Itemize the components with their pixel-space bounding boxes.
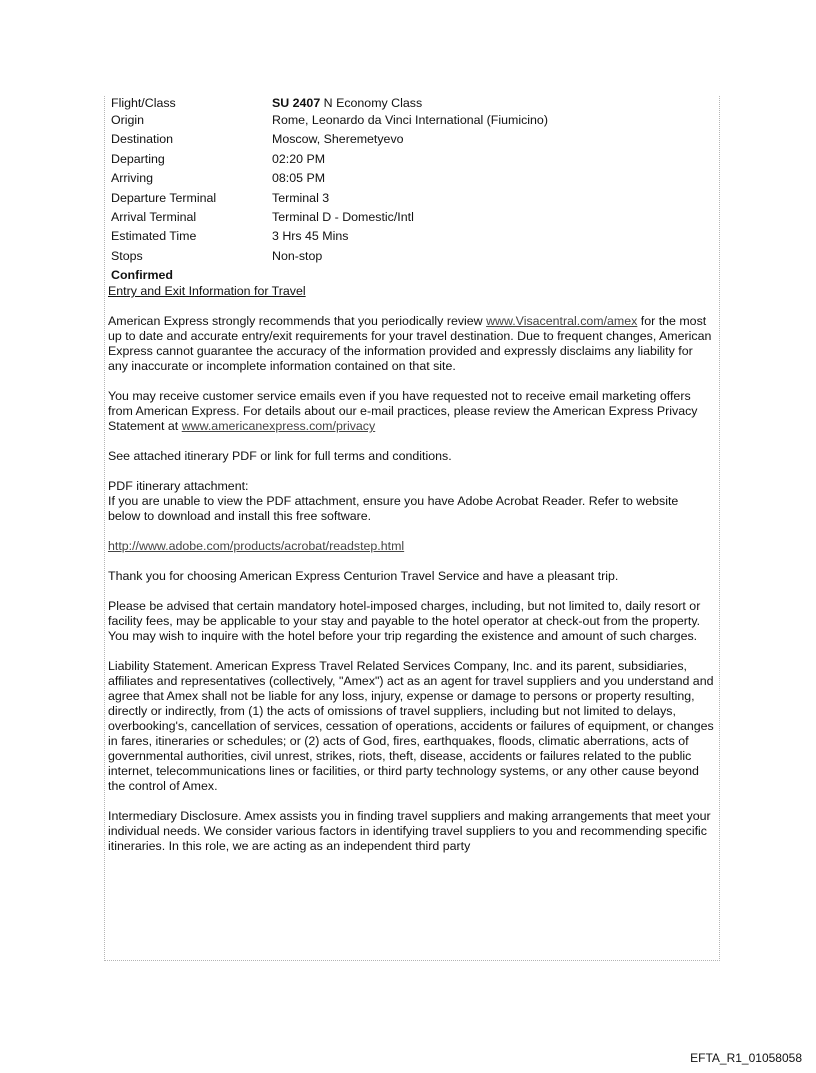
flight-row xyxy=(108,229,548,248)
flight-label: Arrival Terminal xyxy=(111,209,197,224)
flight-row xyxy=(108,191,548,210)
email-text: You may receive customer service emails even if you have requested not to receive email marketing offers from American Express. For details about our e-mail practices, please review the American Express Privacy Statement at xyxy=(108,389,698,434)
flight-value: Moscow, Sheremetyevo xyxy=(272,132,404,147)
flight-value: Terminal D - Domestic/Intl xyxy=(272,209,414,224)
privacy-link[interactable]: www.americanexpress.com/privacy xyxy=(181,419,376,434)
flight-class: N Economy Class xyxy=(320,96,423,110)
flight-value: Rome, Leonardo da Vinci International (Fiumicino) xyxy=(272,113,548,127)
entry-exit-heading[interactable]: Entry and Exit Information for Travel xyxy=(108,284,306,299)
document-id: EFTA_R1_01058058 xyxy=(690,1051,802,1065)
flight-value xyxy=(272,96,548,113)
flight-row xyxy=(108,96,548,113)
liability-paragraph: Liability Statement. American Express Travel Related Services Company, Inc. and its parent, subsidiaries, affiliates and representatives (collectively, "Amex") act as an agent for travel suppliers and you understand and agree that Amex shall not be liable for any loss, injury, expense or damage to persons or property resulting, directly or indirectly, from (1) the acts of omissions of travel suppliers, including but not limited to delays, overbooking's, cancellation of services, cessation of operations, accidents or failures of equipment, or changes in fares, itineraries or schedules; or (2) acts of God, fires, earthquakes, floods, climatic aberrations, acts of governmental authorities, civil unrest, strikes, riots, theft, disease, accidents or failures related to the public internet, telecommunications lines or facilities, or third party technology systems, or any other cause beyond the control of Amex. xyxy=(108,659,714,794)
flight-row xyxy=(108,132,548,151)
visacentral-link[interactable]: www.Visacentral.com/amex xyxy=(486,314,638,329)
flight-row xyxy=(108,113,548,132)
flight-label: Estimated Time xyxy=(111,229,197,244)
itinerary-content xyxy=(108,96,714,869)
adobe-link-paragraph xyxy=(108,539,714,554)
flight-row xyxy=(108,249,548,268)
pdf-paragraph: If you are unable to view the PDF attachment, ensure you have Adobe Acrobat Reader. Refer to website below to download and install this free software. xyxy=(108,494,679,524)
flight-value: 02:20 PM xyxy=(272,151,326,166)
thanks-paragraph: Thank you for choosing American Express Centurion Travel Service and have a pleasant trip. xyxy=(108,569,619,584)
flight-label: Stops xyxy=(111,248,143,263)
flight-details-table xyxy=(108,96,548,268)
flight-label: Flight/Class xyxy=(111,96,176,110)
flight-row xyxy=(108,171,548,190)
flight-label: Arriving xyxy=(111,171,153,186)
flight-value: Terminal 3 xyxy=(272,190,330,205)
attached-paragraph: See attached itinerary PDF or link for full terms and conditions. xyxy=(108,449,452,464)
intermediary-paragraph: Intermediary Disclosure. Amex assists you in finding travel suppliers and making arrangements that meet your individual needs. We consider various factors in identifying travel suppliers to you and recommending specific itineraries. In this role, we are acting as an independent third party xyxy=(108,809,711,854)
entry-exit-paragraph xyxy=(108,314,714,374)
hotel-paragraph: Please be advised that certain mandatory hotel-imposed charges, including, but not limited to, daily resort or facility fees, may be applicable to your stay and payable to the hotel operator at check-out from the property. You may wish to inquire with the hotel before your trip regarding the existence and amount of such charges. xyxy=(108,599,701,644)
flight-label: Departing xyxy=(111,151,165,166)
flight-value: 08:05 PM xyxy=(272,171,326,186)
flight-number: SU 2407 xyxy=(272,96,321,110)
flight-row xyxy=(108,210,548,229)
flight-value: Non-stop xyxy=(272,248,323,263)
entry-exit-text: American Express strongly recommends that you periodically review xyxy=(108,314,487,329)
booking-status: Confirmed xyxy=(111,268,173,283)
flight-label: Departure Terminal xyxy=(111,190,217,205)
pdf-heading: PDF itinerary attachment: xyxy=(108,479,249,494)
flight-label: Origin xyxy=(111,113,145,127)
entry-exit-text-after: for the most up to date and accurate entry/exit requirements for your travel destination. Due to frequent changes, American Express cannot guarantee the accuracy of the information provided and expressly disclaims any liability for any inaccurate or incomplete information contained on that site. xyxy=(108,314,712,374)
flight-row xyxy=(108,152,548,171)
flight-value: 3 Hrs 45 Mins xyxy=(272,229,349,244)
flight-label: Destination xyxy=(111,132,173,147)
email-paragraph xyxy=(108,389,714,434)
adobe-link[interactable]: http://www.adobe.com/products/acrobat/readstep.html xyxy=(108,539,405,554)
